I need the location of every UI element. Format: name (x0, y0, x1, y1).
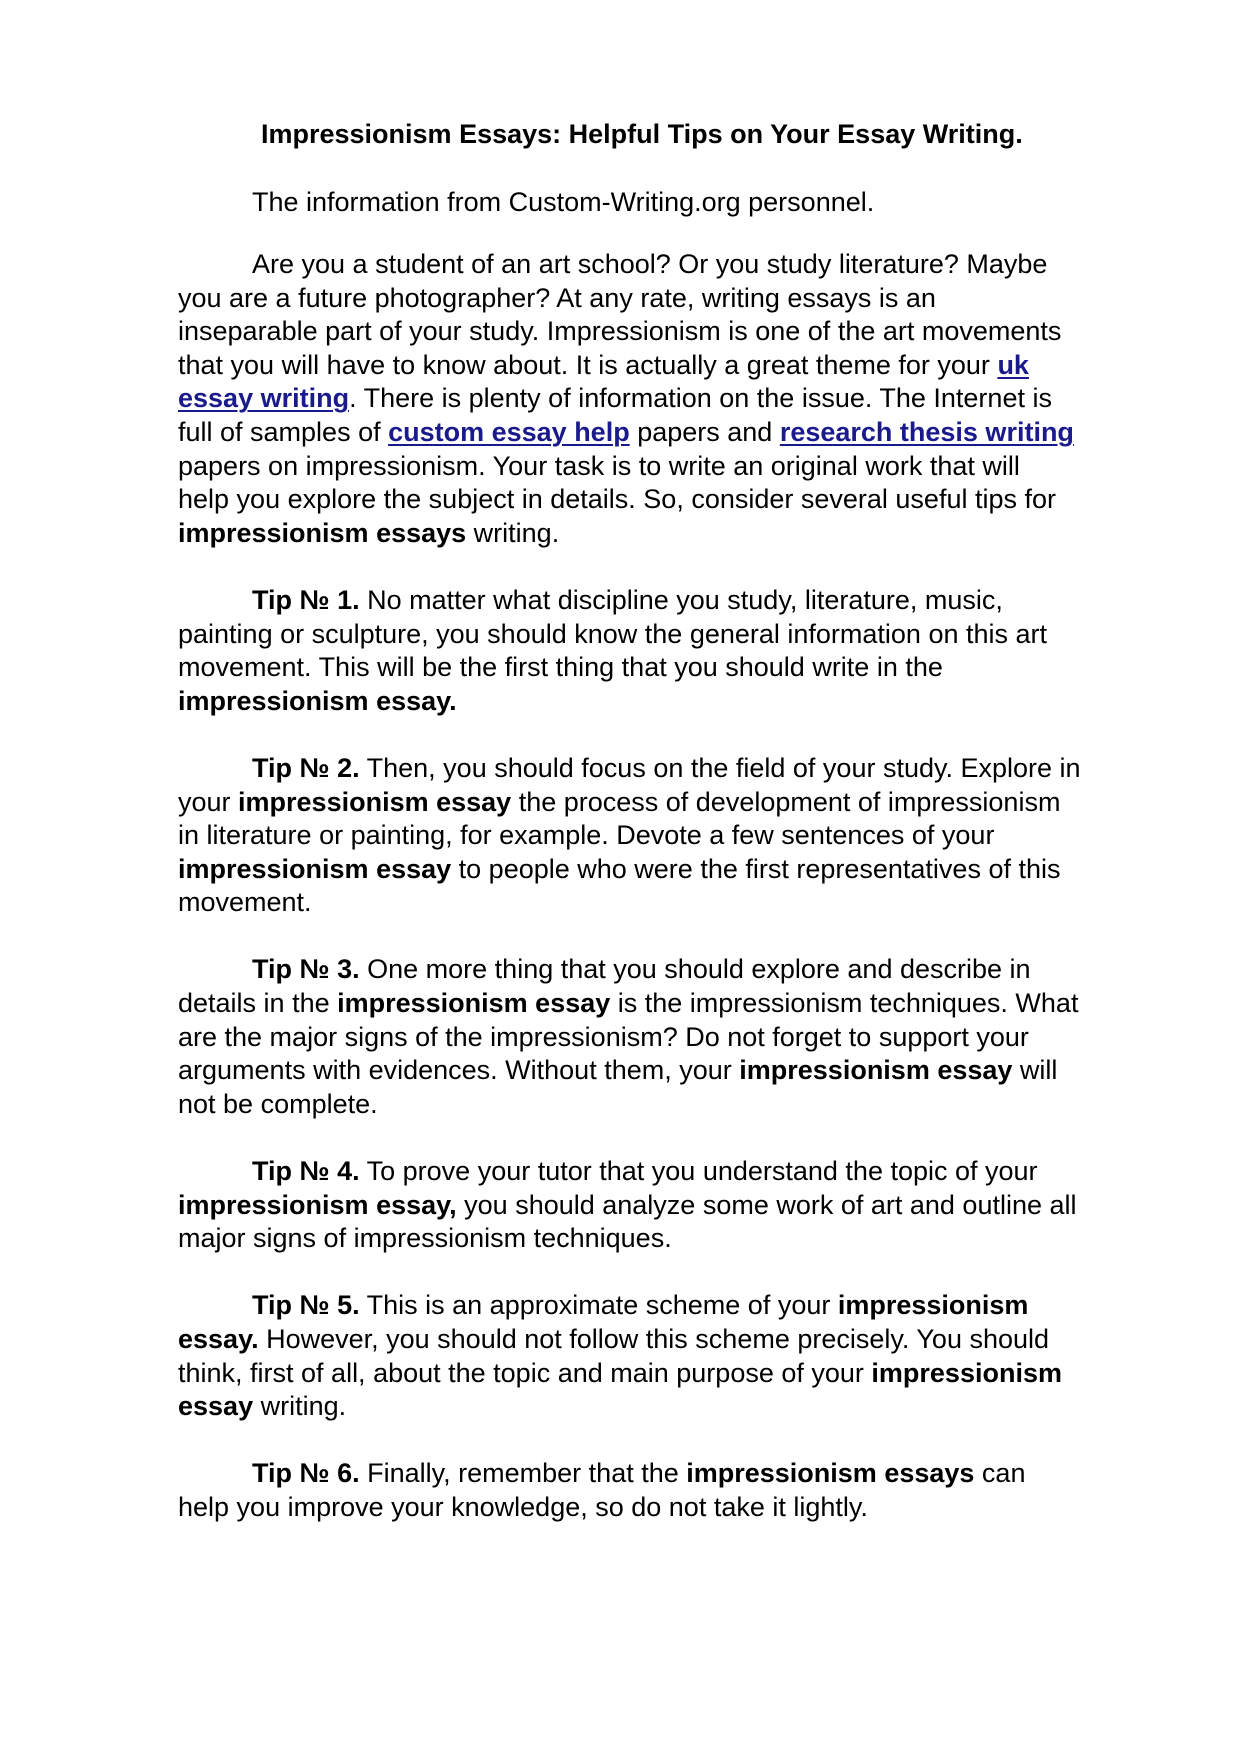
tip-2-line-4-text: to people who were the first representatives of this (451, 853, 1061, 884)
tip-3-label: Tip № 3. (252, 954, 360, 985)
tip-1-line-2: painting or sculpture, you should know the general information on this art (178, 618, 1048, 649)
tip-3-line-2-text-b: is the impressionism techniques. What (610, 988, 1079, 1019)
tip-4-paragraph (178, 1155, 1178, 1256)
tip-5-line-1-text: This is an approximate scheme of your (359, 1290, 838, 1321)
intro-line-9 (178, 517, 1178, 551)
tip-6-line-1 (178, 1457, 1178, 1491)
tip-1-line-4-bold: impressionism essay. (178, 685, 457, 716)
intro-line-6-text-b: papers and (629, 416, 780, 447)
tip-4-line-2-text: you should analyze some work of art and outline all (456, 1189, 1077, 1220)
link-research-thesis-writing[interactable]: research thesis writing (779, 416, 1074, 447)
document-subtitle: The information from Custom-Writing.org personnel. (252, 187, 875, 217)
tip-1-line-4 (178, 685, 1178, 719)
tip-2-paragraph (178, 752, 1178, 920)
tip-5-line-1-bold: impressionism (837, 1290, 1029, 1321)
tip-5-line-4-bold: essay (178, 1391, 254, 1422)
intro-line-1: Are you a student of an art school? Or you study literature? Maybe (252, 249, 1048, 279)
link-custom-essay-help[interactable]: custom essay help (388, 416, 630, 447)
tip-5-line-4 (178, 1390, 1178, 1424)
tip-3-line-4-bold: impressionism essay (739, 1055, 1013, 1086)
intro-line-4 (178, 349, 1178, 383)
tip-2-line-1 (178, 752, 1178, 786)
document-title: Impressionism Essays: Helpful Tips on Your Essay Writing. (261, 119, 1023, 149)
tip-4-line-1-text: To prove your tutor that you understand the topic of your (359, 1156, 1038, 1187)
tip-4-line-2 (178, 1189, 1178, 1223)
tip-2-line-5: movement. (178, 887, 312, 918)
tip-2-line-2 (178, 786, 1178, 820)
tip-2-line-1-text: Then, you should focus on the field of your study. Explore in (359, 752, 1081, 783)
tip-4-label: Tip № 4. (252, 1156, 360, 1187)
tip-5-label: Tip № 5. (252, 1290, 360, 1321)
intro-line-9-bold: impressionism essays (178, 517, 467, 548)
tip-5-line-3 (178, 1357, 1178, 1391)
link-uk[interactable]: uk (997, 349, 1029, 380)
tip-6-line-2: help you improve your knowledge, so do not take it lightly. (178, 1491, 868, 1522)
tip-3-line-4 (178, 1054, 1178, 1088)
tip-3-line-4-text-a: arguments with evidences. Without them, your (178, 1055, 740, 1086)
tip-6-line-1-text-b: can (974, 1458, 1026, 1489)
tip-3-line-2-bold: impressionism essay (337, 988, 611, 1019)
intro-line-6-text-a: full of samples of (178, 416, 389, 447)
tip-4-line-2-bold: impressionism essay, (178, 1189, 457, 1220)
tip-6-paragraph (178, 1457, 1178, 1524)
tip-3-line-5: not be complete. (178, 1088, 378, 1119)
tip-1-line-1 (178, 584, 1178, 618)
intro-paragraph (178, 248, 1178, 550)
tip-3-line-3: are the major signs of the impressionism? Do not forget to support your (178, 1021, 1029, 1052)
intro-line-7: papers on impressionism. Your task is to write an original work that will (178, 450, 1020, 481)
link-essay-writing[interactable]: essay writing (178, 383, 350, 414)
tip-2-line-2-bold: impressionism essay (238, 786, 512, 817)
tip-4-line-1 (178, 1155, 1178, 1189)
tip-6-label: Tip № 6. (252, 1458, 360, 1489)
intro-line-6 (178, 416, 1178, 450)
tip-5-line-2-bold: essay. (178, 1324, 259, 1354)
tip-3-line-2-text-a: details in the (178, 988, 338, 1019)
tip-3-paragraph (178, 953, 1178, 1121)
tip-5-line-3-text: think, first of all, about the topic and main purpose of your (178, 1357, 872, 1388)
tip-5-line-1 (178, 1289, 1178, 1323)
tip-1-line-3: movement. This will be the first thing that you should write in the (178, 652, 943, 683)
tip-3-line-4-text-b: will (1012, 1055, 1058, 1086)
intro-line-5-text: . There is plenty of information on the issue. The Internet is (349, 383, 1052, 414)
tip-5-line-2-text: However, you should not follow this scheme precisely. You should (258, 1324, 1050, 1354)
tip-2-line-2-text-a: your (178, 786, 239, 817)
intro-line-4-text: that you will have to know about. It is actually a great theme for your (178, 349, 998, 380)
tip-2-line-3: in literature or painting, for example. Devote a few sentences of your (178, 820, 995, 851)
tip-2-line-4-bold: impressionism essay (178, 853, 452, 884)
tip-1-label: Tip № 1. (252, 584, 360, 615)
intro-line-3: inseparable part of your study. Impressionism is one of the art movements (178, 316, 1062, 347)
tip-2-line-2-text-b: the process of development of impressionism (511, 786, 1061, 817)
intro-line-9-text: writing. (466, 517, 560, 548)
tip-3-line-1-text: One more thing that you should explore and describe in (359, 954, 1031, 985)
intro-line-5 (178, 382, 1178, 416)
tip-5-line-4-text: writing. (253, 1391, 347, 1422)
tip-1-line-1-text: No matter what discipline you study, literature, music, (359, 584, 1003, 615)
tip-4-line-3: major signs of impressionism techniques. (178, 1223, 672, 1254)
document-body (178, 248, 1178, 1558)
tip-2-line-4 (178, 853, 1178, 887)
tip-3-line-2 (178, 987, 1178, 1021)
intro-line-2: you are a future photographer? At any rate, writing essays is an (178, 282, 936, 313)
tip-5-line-2 (178, 1323, 1178, 1357)
tip-2-label: Tip № 2. (252, 752, 360, 783)
intro-line-8: help you explore the subject in details. So, consider several useful tips for (178, 484, 1056, 515)
tip-5-paragraph (178, 1289, 1178, 1423)
tip-6-line-1-text-a: Finally, remember that the (359, 1458, 687, 1489)
tip-1-paragraph (178, 584, 1178, 718)
tip-5-line-3-bold: impressionism (871, 1357, 1062, 1388)
tip-3-line-1 (178, 953, 1178, 987)
tip-6-line-1-bold: impressionism essays (686, 1458, 975, 1489)
